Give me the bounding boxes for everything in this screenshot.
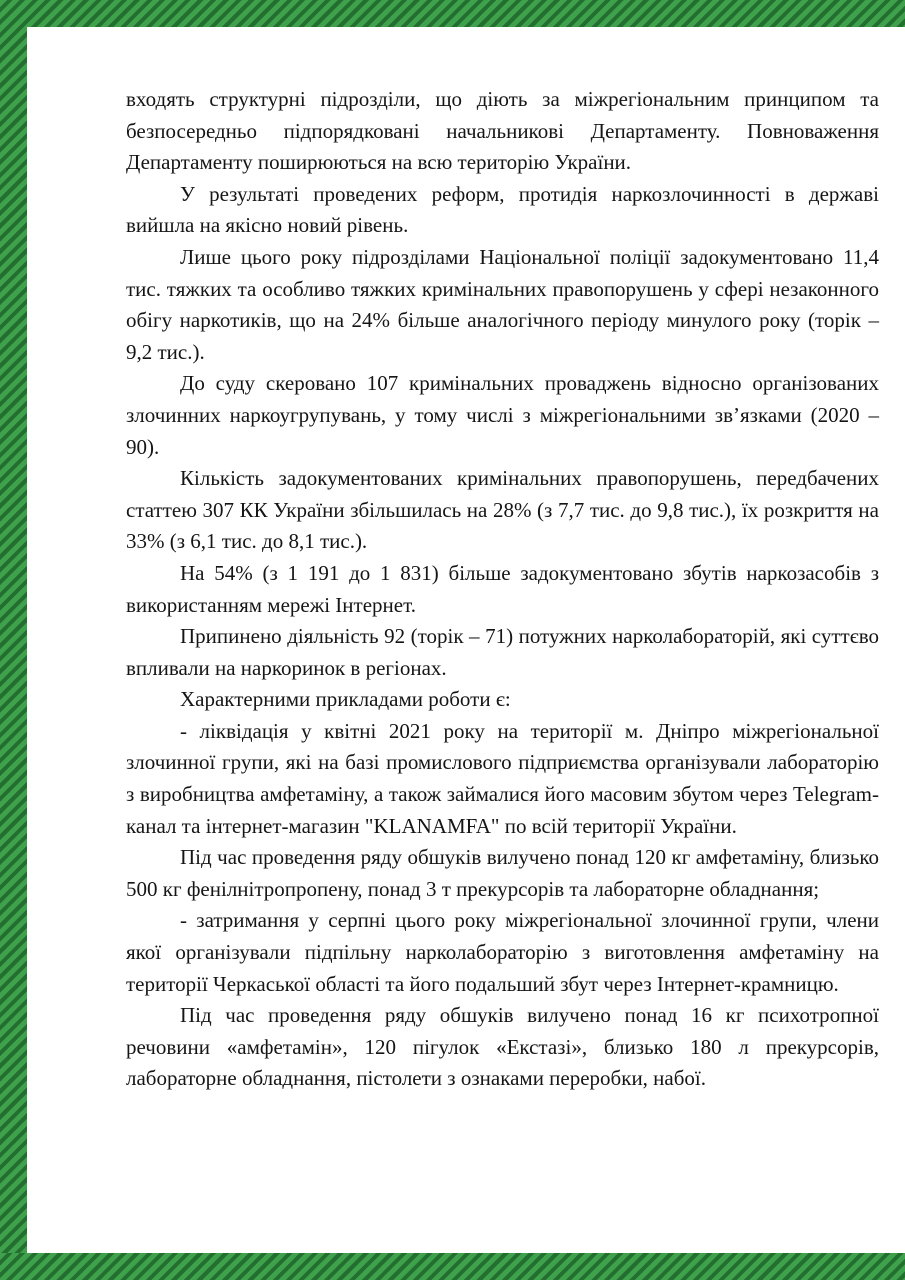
paragraph: Лише цього року підрозділами Національної поліції задокументовано 11,4 тис. тяжких та особливо тяжких кримінальних правопорушень у сфері незаконного обігу наркотиків, що на 24% більше аналогічного періоду минулого року (торік – 9,2 тис.). <box>126 244 879 364</box>
paragraph: - затримання у серпні цього року міжрегіональної злочинної групи, члени якої організували підпільну нарколабораторію з виготовлення амфетаміну на території Черкаської області та його подальший збут через Інтернет-крамницю. <box>126 908 879 996</box>
page-edge-hatch-top <box>0 0 905 27</box>
paragraph: Припинено діяльність 92 (торік – 71) потужних нарколабораторій, які суттєво впливали на наркоринок в регіонах. <box>126 624 879 680</box>
paragraph: Кількість задокументованих кримінальних правопорушень, передбачених статтею 307 КК України збільшилась на 28% (з 7,7 тис. до 9,8 тис.), їх розкриття на 33% (з 6,1 тис. до 8,1 тис.). <box>126 466 879 554</box>
paragraph: Характерними прикладами роботи є: <box>180 687 511 712</box>
page-edge-hatch-left <box>0 0 27 1280</box>
paragraph: - ліквідація у квітні 2021 року на території м. Дніпро міжрегіональної злочинної групи, які на базі промислового підприємства організували лабораторію з виробництва амфетаміну, а також займалися його масовим збутом через Telegram-канал та інтернет-магазин "KLANAMFA" по всій території України. <box>126 718 879 838</box>
paragraph: Під час проведення ряду обшуків вилучено понад 16 кг психотропної речовини «амфетамін», 120 пігулок «Екстазі», близько 180 л прекурсорів, лабораторне обладнання, пістолети з ознаками переробки, набої. <box>126 1003 879 1091</box>
paragraph: У результаті проведених реформ, протидія наркозлочинності в державі вийшла на якісно новий рівень. <box>126 181 879 238</box>
page-edge-hatch-bottom <box>0 1253 905 1280</box>
paragraph: Під час проведення ряду обшуків вилучено понад 120 кг амфетаміну, близько 500 кг фенілнітропропену, понад 3 т прекурсорів та лабораторне обладнання; <box>126 845 879 901</box>
paragraph: входять структурні підрозділи, що діють за міжрегіональним принципом та безпосередньо підпорядковані начальникові Департаменту. Повноваження Департаменту поширюються на всю територію України. <box>126 87 879 175</box>
paragraph: На 54% (з 1 191 до 1 831) більше задокументовано збутів наркозасобів з використанням мережі Інтернет. <box>126 560 879 617</box>
paragraph: До суду скеровано 107 кримінальних проваджень відносно організованих злочинних наркоугрупувань, у тому числі з міжрегіональними зв’язками (2020 – 90). <box>126 371 879 459</box>
document-page <box>27 27 905 1253</box>
document-body <box>126 84 879 1095</box>
